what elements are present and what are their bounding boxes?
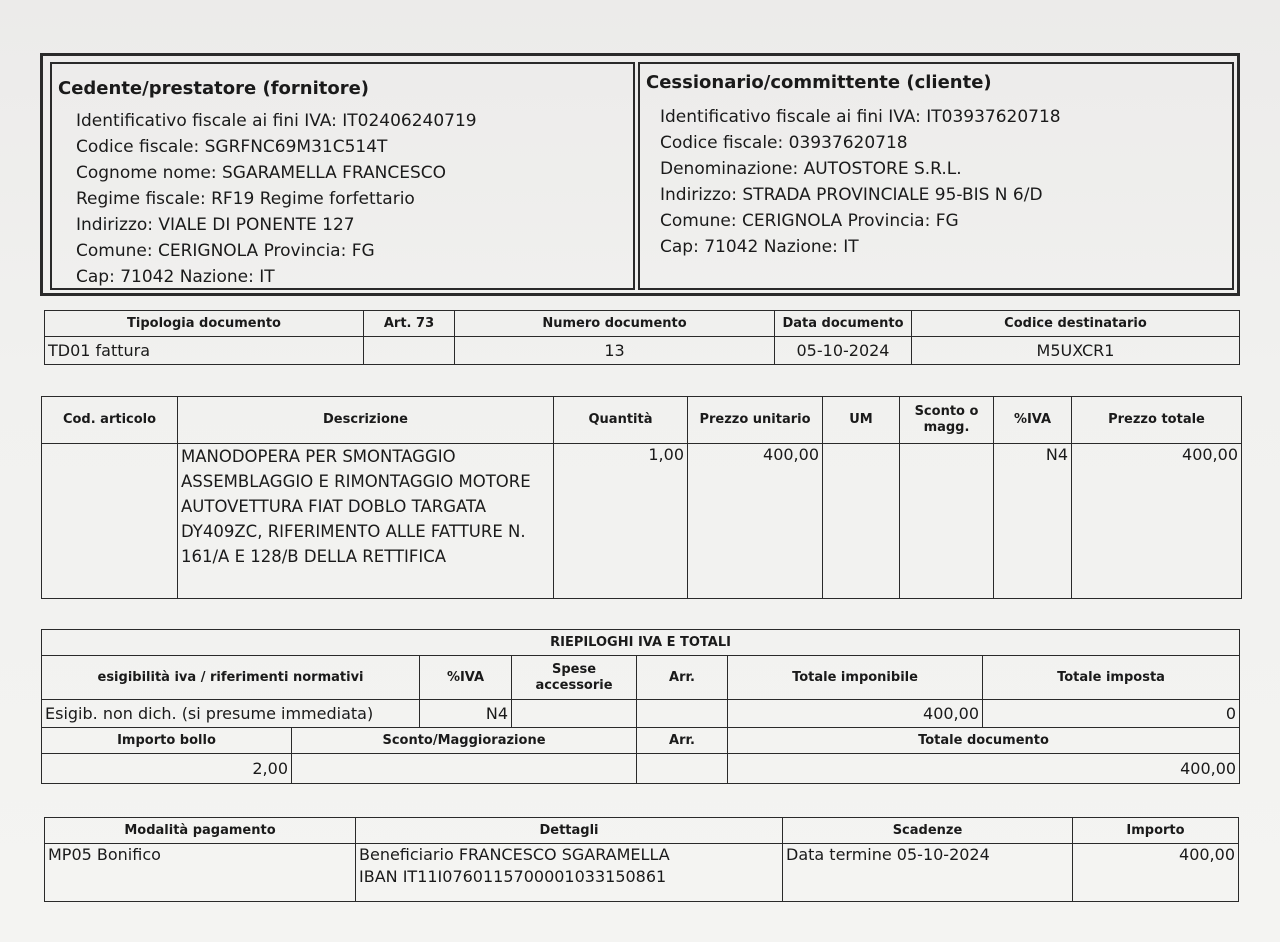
customer-details: [660, 104, 1061, 260]
customer-box: [638, 62, 1234, 290]
doc-total-header: Totale documento: [728, 728, 1240, 754]
doc-date: 05-10-2024: [775, 337, 912, 365]
supplier-tax-code: Codice fiscale: SGRFNC69M31C514T: [76, 137, 388, 157]
recipient-code: M5UXCR1: [912, 337, 1240, 365]
item-description-header: Descrizione: [178, 397, 554, 444]
item-vat: N4: [994, 444, 1072, 599]
summary-vat-value: N4: [420, 700, 512, 728]
payment-amount-header: Importo: [1073, 818, 1239, 844]
vat-summary-table: [41, 629, 1240, 784]
payment-due: Data termine 05-10-2024: [783, 844, 1073, 902]
stamp-value: 2,00: [42, 754, 292, 784]
totals-arr-header: Arr.: [637, 728, 728, 754]
item-quantity-header: Quantità: [554, 397, 688, 444]
customer-address: Indirizzo: STRADA PROVINCIALE 95-BIS N 6/D: [660, 185, 1043, 205]
item-total-header: Prezzo totale: [1072, 397, 1242, 444]
summary-title: RIEPILOGHI IVA E TOTALI: [42, 630, 1240, 656]
payment-details: [356, 844, 783, 902]
supplier-box: [50, 62, 635, 290]
item-unit-price-header: Prezzo unitario: [688, 397, 823, 444]
supplier-city: Comune: CERIGNOLA Provincia: FG: [76, 241, 375, 261]
recipient-code-header: Codice destinatario: [912, 311, 1240, 337]
item-code-header: Cod. articolo: [42, 397, 178, 444]
payment-table: [44, 817, 1239, 902]
doc-date-header: Data documento: [775, 311, 912, 337]
item-discount: [900, 444, 994, 599]
supplier-tax-regime: Regime fiscale: RF19 Regime forfettario: [76, 189, 415, 209]
expenses-header: Spese accessorie: [512, 656, 637, 700]
doc-type: TD01 fattura: [45, 337, 364, 365]
items-table: [41, 396, 1242, 599]
payment-due-header: Scadenze: [783, 818, 1073, 844]
supplier-title: Cedente/prestatore (fornitore): [58, 78, 370, 99]
payment-method: MP05 Bonifico: [45, 844, 356, 902]
exigibility-value: Esigib. non dich. (si presume immediata): [42, 700, 420, 728]
adjustment-value: [292, 754, 637, 784]
doc-number-header: Numero documento: [455, 311, 775, 337]
customer-tax-code: Codice fiscale: 03937620718: [660, 133, 908, 153]
supplier-address: Indirizzo: VIALE DI PONENTE 127: [76, 215, 355, 235]
art73-value: [364, 337, 455, 365]
item-total: 400,00: [1072, 444, 1242, 599]
adjustment-header: Sconto/Maggiorazione: [292, 728, 637, 754]
supplier-zip: Cap: 71042 Nazione: IT: [76, 267, 275, 287]
customer-vat-id: Identificativo fiscale ai fini IVA: IT03937620718: [660, 107, 1061, 127]
doc-number: 13: [455, 337, 775, 365]
art73-header: Art. 73: [364, 311, 455, 337]
exigibility-header: esigibilità iva / riferimenti normativi: [42, 656, 420, 700]
item-vat-header: %IVA: [994, 397, 1072, 444]
supplier-name: Cognome nome: SGARAMELLA FRANCESCO: [76, 163, 447, 183]
document-info-table: [44, 310, 1240, 365]
payment-amount: 400,00: [1073, 844, 1239, 902]
expenses-value: [512, 700, 637, 728]
doc-type-header: Tipologia documento: [45, 311, 364, 337]
item-unit-price: 400,00: [688, 444, 823, 599]
item-quantity: 1,00: [554, 444, 688, 599]
item-description: MANODOPERA PER SMONTAGGIO ASSEMBLAGGIO E RIMONTAGGIO MOTORE AUTOVETTURA FIAT DOBLO TARGATA DY409ZC, RIFERIMENTO ALLE FATTURE N. 161/A E 128/B DELLA RETTIFICA: [178, 444, 554, 599]
taxable-value: 400,00: [728, 700, 983, 728]
summary-vat-header: %IVA: [420, 656, 512, 700]
customer-city: Comune: CERIGNOLA Provincia: FG: [660, 211, 959, 231]
item-um-header: UM: [823, 397, 900, 444]
totals-arr-value: [637, 754, 728, 784]
table-row: [42, 444, 1242, 599]
tax-header: Totale imposta: [983, 656, 1240, 700]
customer-name: Denominazione: AUTOSTORE S.R.L.: [660, 159, 962, 179]
payment-beneficiary: Beneficiario FRANCESCO SGARAMELLA: [359, 845, 670, 864]
parties-section: [40, 53, 1240, 296]
summary-arr-value: [637, 700, 728, 728]
item-um: [823, 444, 900, 599]
taxable-header: Totale imponibile: [728, 656, 983, 700]
item-code: [42, 444, 178, 599]
summary-arr-header: Arr.: [637, 656, 728, 700]
payment-details-header: Dettagli: [356, 818, 783, 844]
payment-iban: IBAN IT11I0760115700001033150861: [359, 867, 667, 886]
customer-title: Cessionario/committente (cliente): [646, 72, 992, 93]
supplier-vat-id: Identificativo fiscale ai fini IVA: IT02406240719: [76, 111, 477, 131]
doc-total-value: 400,00: [728, 754, 1240, 784]
item-discount-header: Sconto o magg.: [900, 397, 994, 444]
stamp-header: Importo bollo: [42, 728, 292, 754]
payment-method-header: Modalità pagamento: [45, 818, 356, 844]
customer-zip: Cap: 71042 Nazione: IT: [660, 237, 859, 257]
tax-value: 0: [983, 700, 1240, 728]
supplier-details: [76, 108, 477, 290]
